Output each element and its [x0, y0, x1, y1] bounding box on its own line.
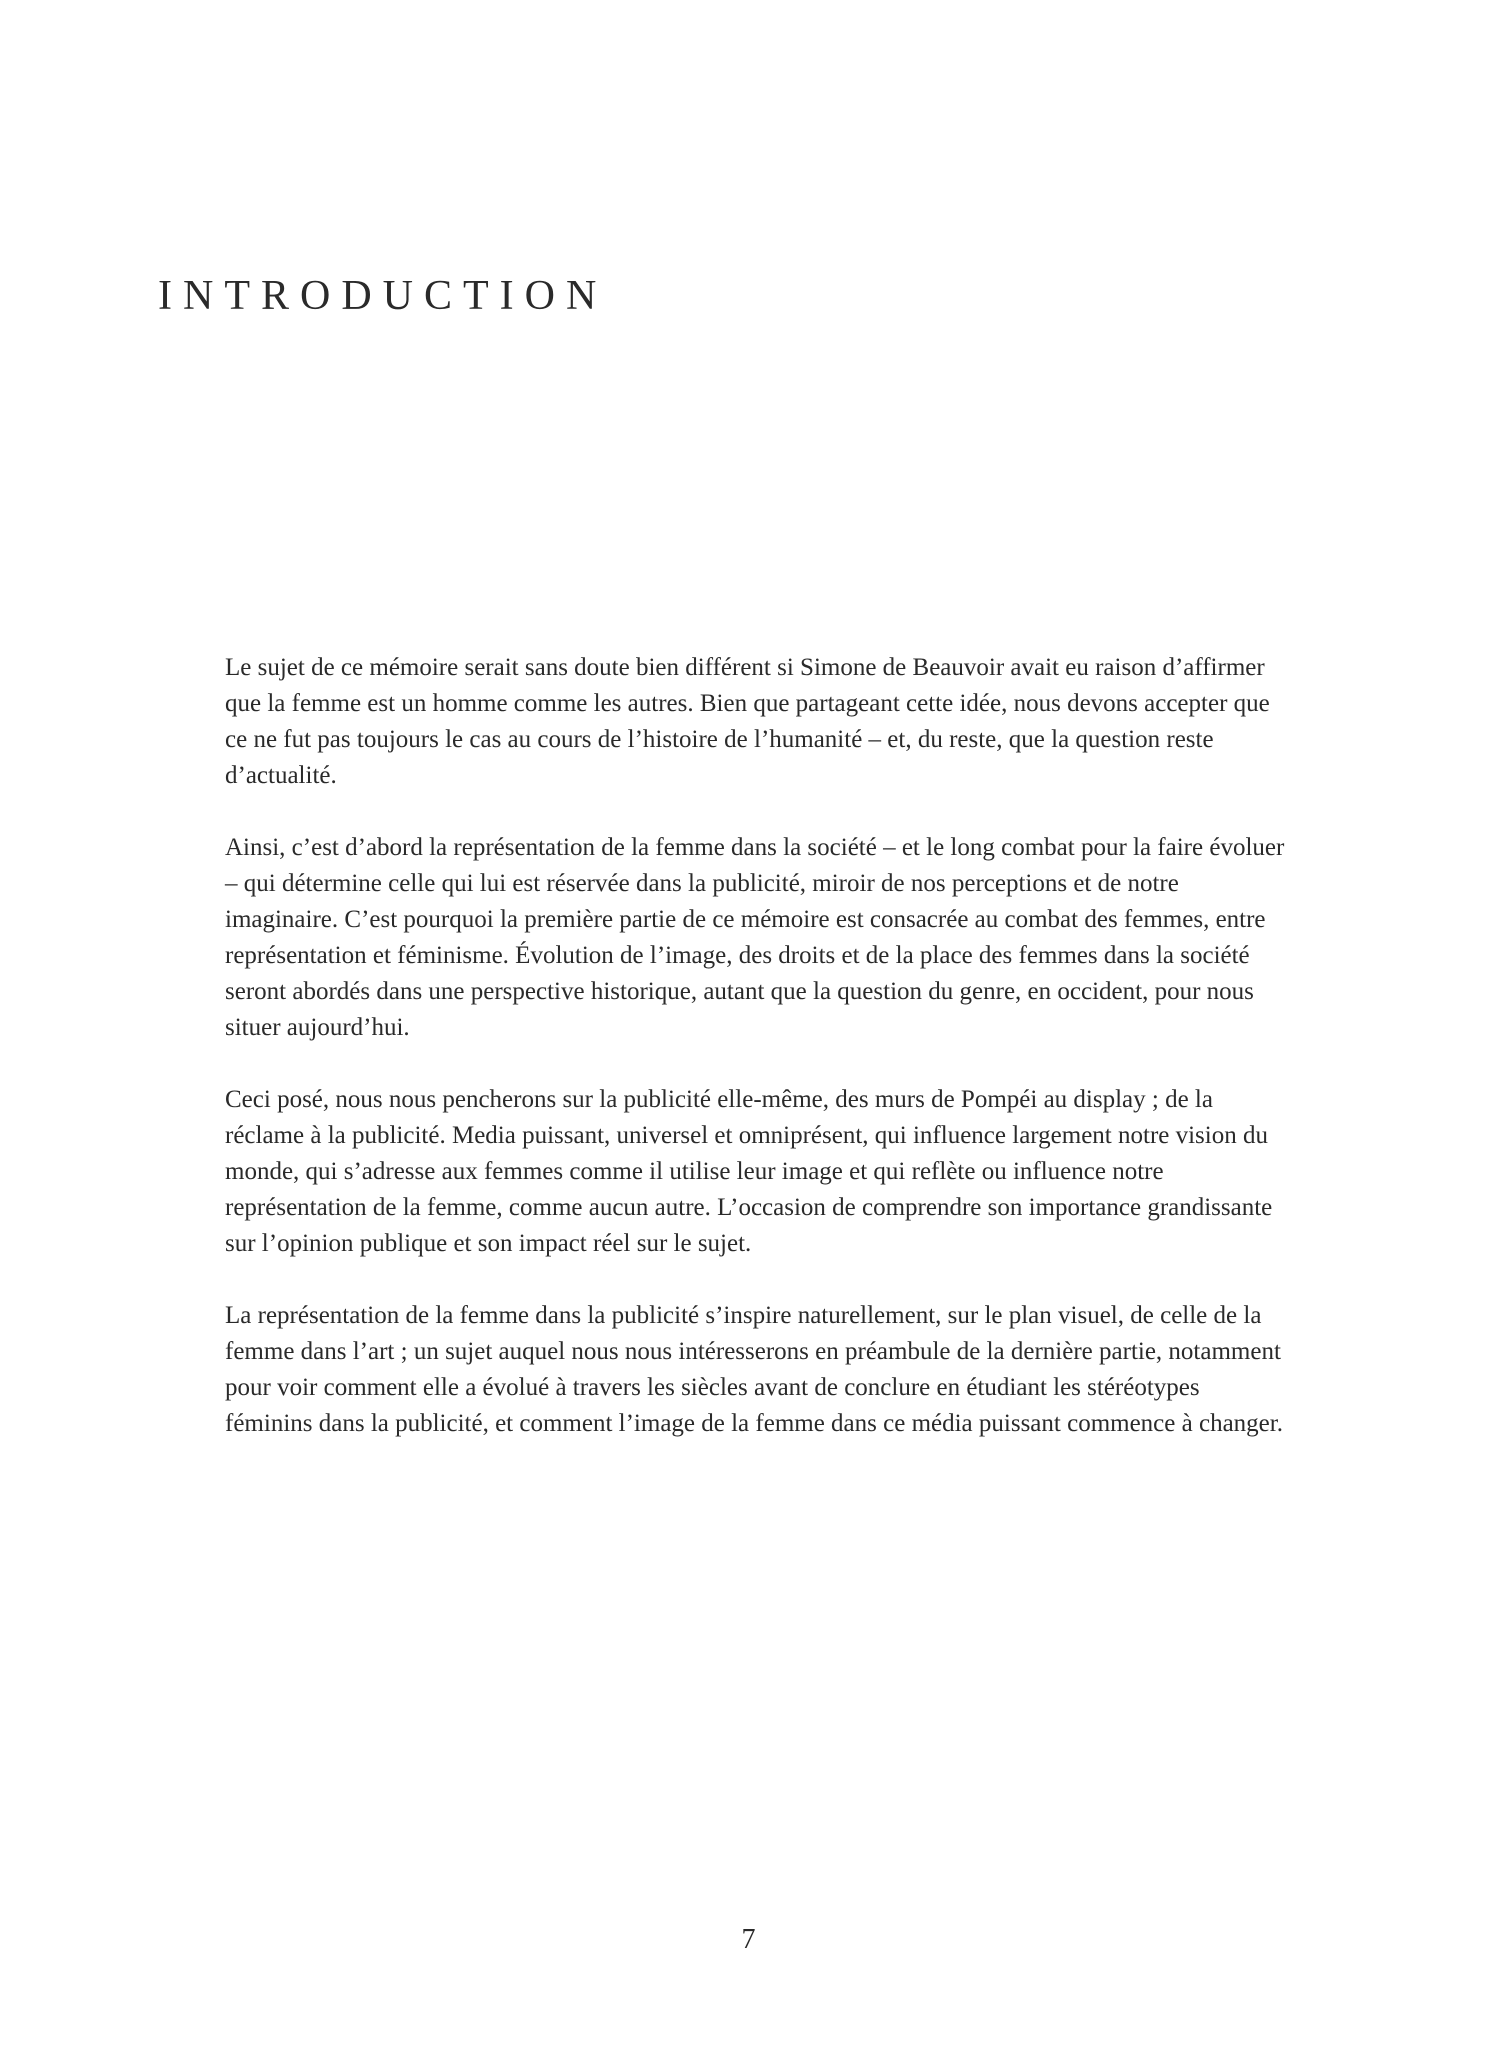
- paragraph-3: Ceci posé, nous nous pencherons sur la publicité elle-même, des murs de Pompéi au display ; de la réclame à la publicité. Media puissant, universel et omniprésent, qui influence largement notre vision du monde, qui s’adresse aux femmes comme il utilise leur image et qui reflète ou influence notre représentation de la femme, comme aucun autre. L’occasion de comprendre son importance grandissante sur l’opinion publique et son impact réel sur le sujet.: [225, 1086, 1273, 1257]
- page-number: 7: [741, 1924, 756, 1955]
- body-text: [225, 650, 1290, 1478]
- paragraph-4: La représentation de la femme dans la publicité s’inspire naturellement, sur le plan visuel, de celle de la femme dans l’art ; un sujet auquel nous nous intéresserons en préambule de la dernière partie, notamment pour voir comment elle a évolué à travers les siècles avant de conclure en étudiant les stéréotypes féminins dans la publicité, et comment l’image de la femme dans ce média puissant commence à changer.: [225, 1302, 1283, 1437]
- paragraph-1: Le sujet de ce mémoire serait sans doute bien différent si Simone de Beauvoir avait eu raison d’affirmer que la femme est un homme comme les autres. Bien que partageant cette idée, nous devons accepter que ce ne fut pas toujours le cas au cours de l’histoire de l’humanité – et, du reste, que la question reste d’actualité.: [225, 654, 1270, 789]
- paragraph-2: Ainsi, c’est d’abord la représentation de la femme dans la société – et le long combat pour la faire évoluer – qui détermine celle qui lui est réservée dans la publicité, miroir de nos perceptions et de notre imaginaire. C’est pourquoi la première partie de ce mémoire est consacrée au combat des femmes, entre représentation et féminisme. Évolution de l’image, des droits et de la place des femmes dans la société seront abordés dans une perspective historique, autant que la question du genre, en occident, pour nous situer aujourd’hui.: [225, 834, 1285, 1041]
- chapter-title: INTRODUCTION: [158, 273, 608, 319]
